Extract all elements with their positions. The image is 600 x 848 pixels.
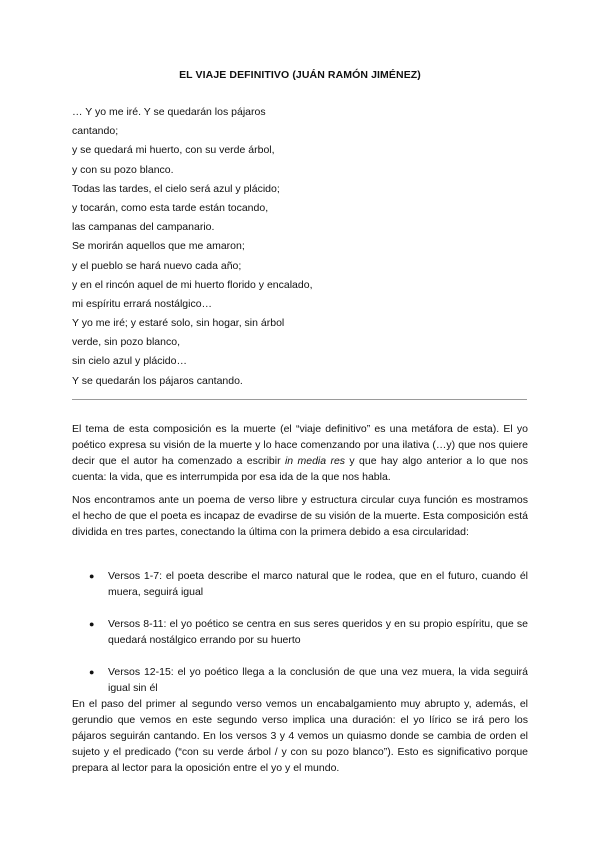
poem-line: verde, sin pozo blanco, <box>72 336 180 349</box>
bullet-icon: ● <box>89 619 95 629</box>
poem-line: y se quedará mi huerto, con su verde árbol, <box>72 144 275 157</box>
parts-list <box>72 568 528 712</box>
poem-line: cantando; <box>72 125 119 138</box>
poem-line: y tocarán, como esta tarde están tocando, <box>72 201 269 214</box>
poem-line: mi espíritu errará nostálgico… <box>72 297 213 310</box>
poem-line: Todas las tardes, el cielo será azul y plácido; <box>72 182 280 195</box>
list-item <box>72 664 528 696</box>
poem-line: Se morirán aquellos que me amaron; <box>72 240 245 253</box>
poem <box>72 103 312 391</box>
paragraph-analysis: En el paso del primer al segundo verso vemos un encabalgamiento muy abrupto y, además, el gerundio que vemos en este segundo verso implica una duración: el yo lírico se irá pero los pájaros seguirán cantando. En los versos 3 y 4 vemos un quiasmo donde se cambia de orden el sujeto y el predicado (“con su verde árbol / y con su pozo blanco”). Esto es significativo porque prepara al lector para la oposición entre el yo y el mundo. <box>72 698 528 774</box>
poem-line: … Y yo me iré. Y se quedarán los pájaros <box>72 106 266 118</box>
list-item <box>72 616 528 648</box>
horizontal-divider <box>72 399 527 400</box>
poem-line: y en el rincón aquel de mi huerto florido y encalado, <box>72 278 313 291</box>
paragraph-theme <box>72 421 528 485</box>
poem-line: y el pueblo se hará nuevo cada año; <box>72 259 242 272</box>
latin-phrase: in media res <box>284 455 346 467</box>
document-title: EL VIAJE DEFINITIVO (JUÁN RAMÓN JIMÉNEZ) <box>179 69 421 81</box>
list-item-text: Versos 12-15: el yo poético llega a la conclusión de que una vez muera, la vida seguirá igual sin él <box>108 666 528 694</box>
bullet-icon: ● <box>89 667 95 677</box>
poem-line: sin cielo azul y plácido… <box>72 355 187 368</box>
poem-line: Y yo me iré; y estaré solo, sin hogar, sin árbol <box>72 317 285 330</box>
list-item-text: Versos 8-11: el yo poético se centra en sus seres queridos y en su propio espíritu, que se quedará nostálgico errando por su huerto <box>108 618 528 646</box>
paragraph-theme-text: El tema de esta composición es la muerte (el “viaje definitivo” es una metáfora de esta). El yo poético expresa su visión de la muerte y lo hace comenzando por una ilativa (…y) que nos quiere decir que el autor ha comenzado a escribir <box>72 423 528 467</box>
list-item <box>72 568 528 600</box>
bullet-icon: ● <box>89 571 95 581</box>
paragraph-structure: Nos encontramos ante un poema de verso libre y estructura circular cuya función es mostramos el hecho de que el poeta es incapaz de evadirse de su visión de la muerte. Esta composición está dividida en tres partes, conectando la última con la primera debido a esa circularidad: <box>72 494 528 538</box>
poem-line: y con su pozo blanco. <box>72 163 174 176</box>
poem-line: Y se quedarán los pájaros cantando. <box>72 374 243 387</box>
paragraph-theme-text-end: y que hay algo anterior a lo que nos cuenta: la vida, que es interrumpida por esa ida de la que nos habla. <box>72 455 528 483</box>
poem-line: las campanas del campanario. <box>72 221 215 234</box>
list-item-text: Versos 1-7: el poeta describe el marco natural que le rodea, que en el futuro, cuando él muera, seguirá igual <box>108 570 528 598</box>
